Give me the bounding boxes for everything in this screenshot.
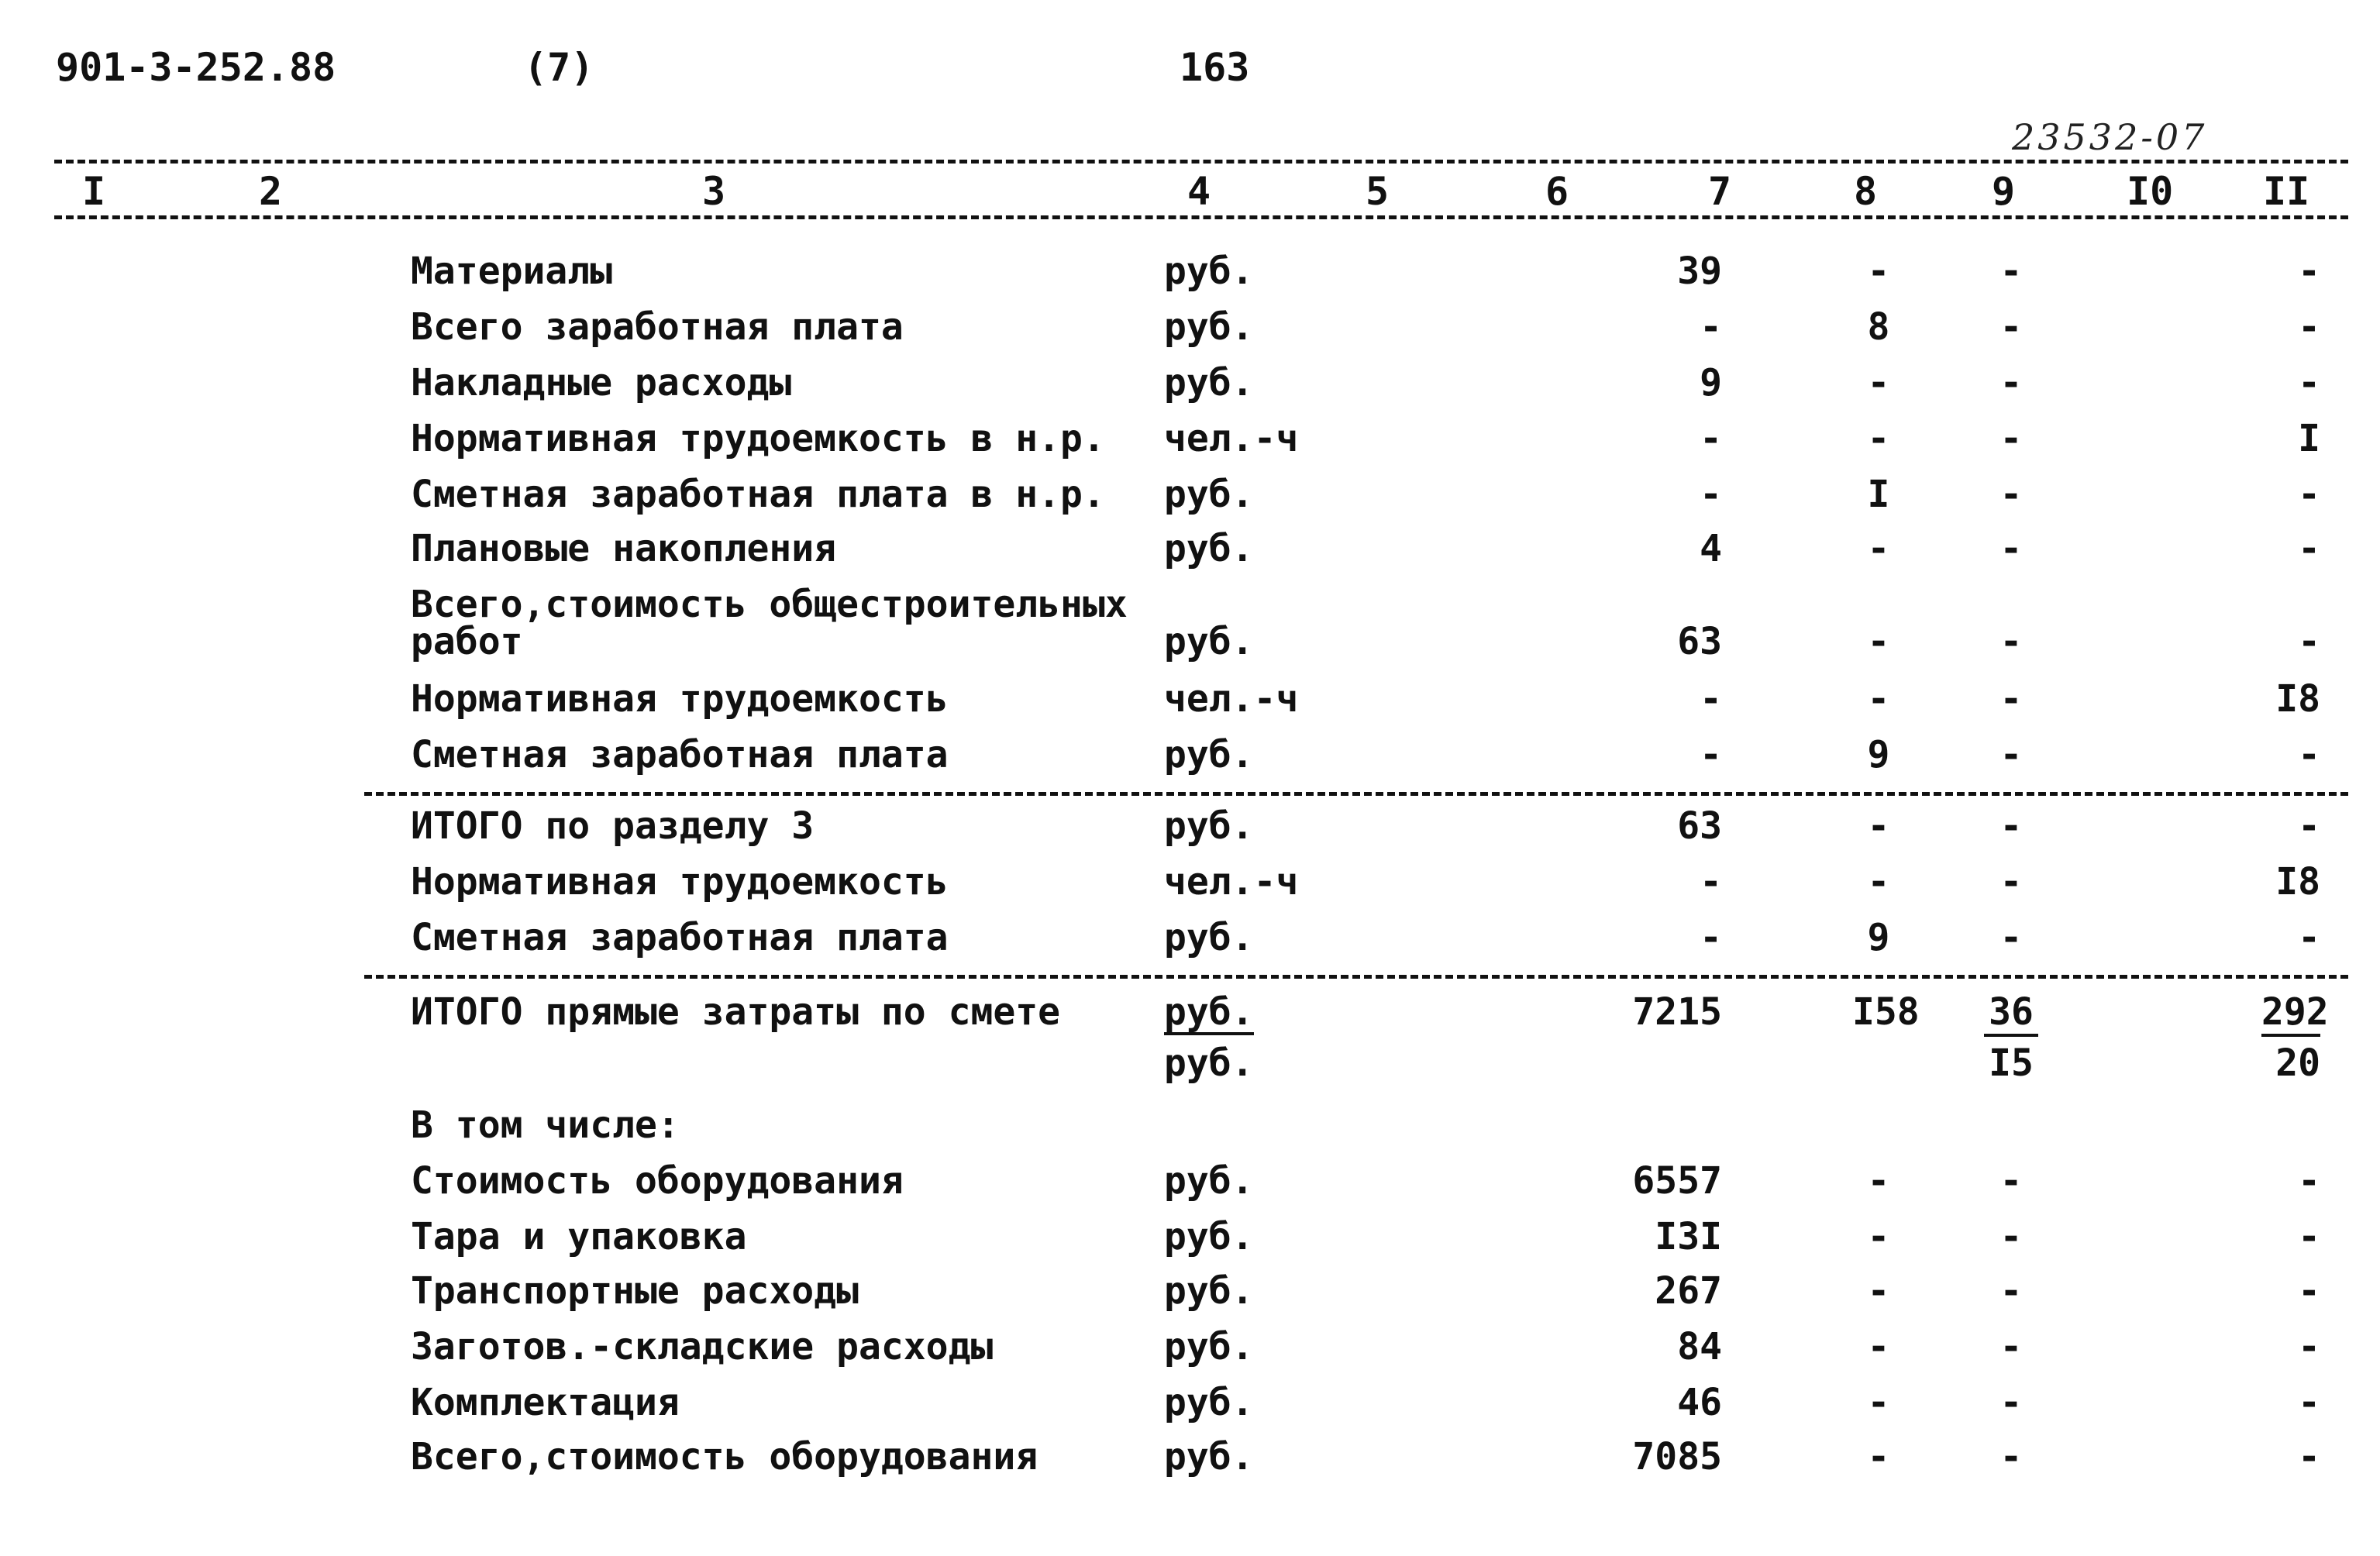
table-row xyxy=(0,733,2380,783)
row-col8: 9 xyxy=(1867,916,1890,959)
row-col9: - xyxy=(1999,916,2023,959)
table-row xyxy=(0,860,2380,910)
row-name: Сметная заработная плата xyxy=(411,916,949,959)
row-col11: - xyxy=(2298,1159,2320,1203)
row-col9: - xyxy=(1999,1325,2023,1368)
row-col11: - xyxy=(2298,733,2320,776)
row-name: Нормативная трудоемкость xyxy=(411,860,949,904)
table-row xyxy=(0,620,2380,670)
row-name: Сметная заработная плата xyxy=(411,733,949,776)
row-unit: руб. xyxy=(1164,1159,1254,1203)
table-row xyxy=(0,250,2380,299)
row-name: ИТОГО по разделу 3 xyxy=(411,804,815,848)
row-col11: - xyxy=(2298,620,2320,663)
row-col7: 267 xyxy=(1655,1269,1722,1313)
row-col11: - xyxy=(2298,1325,2320,1368)
row-col9: - xyxy=(1999,804,2023,848)
row-unit: руб. xyxy=(1164,361,1254,404)
row-col8: I xyxy=(1867,473,1890,516)
row-unit: руб. xyxy=(1164,990,1254,1034)
row-col9: - xyxy=(1999,1435,2023,1479)
sheet-number: (7) xyxy=(524,45,594,90)
row-col8: - xyxy=(1867,677,1890,721)
row-col7: 9 xyxy=(1700,361,1722,404)
row-col8: - xyxy=(1867,417,1890,460)
row-col8: - xyxy=(1867,804,1890,848)
row-col11: - xyxy=(2298,916,2320,959)
row-col8: - xyxy=(1867,527,1890,570)
row-unit: руб. xyxy=(1164,305,1254,349)
row-col8: - xyxy=(1867,1159,1890,1203)
column-number-10: I0 xyxy=(2127,169,2174,214)
row-col7: 84 xyxy=(1677,1325,1722,1368)
row-col9: - xyxy=(1999,620,2023,663)
row-col11: I8 xyxy=(2275,677,2320,721)
row-name: ИТОГО прямые затраты по смете xyxy=(411,990,1061,1034)
row-col11: - xyxy=(2298,1215,2320,1258)
row-col11: - xyxy=(2298,804,2320,848)
row-name: работ xyxy=(411,620,523,663)
column-number-2: 2 xyxy=(259,169,283,214)
row-col7: 4 xyxy=(1700,527,1722,570)
header-top-rule xyxy=(54,160,2348,164)
row-col9: - xyxy=(1999,677,2023,721)
column-number-11: II xyxy=(2263,169,2310,214)
row-col9: - xyxy=(1999,527,2023,570)
row-col7: - xyxy=(1700,677,1722,721)
row-col7: 7215 xyxy=(1632,990,1722,1034)
row-col8: - xyxy=(1867,860,1890,904)
row-col7: I3I xyxy=(1655,1215,1722,1258)
row-col8: - xyxy=(1867,361,1890,404)
row-col9: - xyxy=(1999,473,2023,516)
row-col7: - xyxy=(1700,417,1722,460)
table-row xyxy=(0,1041,2380,1091)
row-unit: руб. xyxy=(1164,250,1254,293)
section-divider xyxy=(364,975,2348,979)
row-col7: 46 xyxy=(1677,1381,1722,1424)
row-unit: руб. xyxy=(1164,733,1254,776)
row-col11-numerator: 292 xyxy=(2261,993,2320,1037)
row-col9-numerator: 36 xyxy=(1984,993,2038,1037)
row-col9: - xyxy=(1999,361,2023,404)
column-number-8: 8 xyxy=(1854,169,1878,214)
column-number-7: 7 xyxy=(1708,169,1732,214)
row-col7: 39 xyxy=(1677,250,1722,293)
row-col8: - xyxy=(1867,1269,1890,1313)
row-unit: руб. xyxy=(1164,1381,1254,1424)
row-col8: - xyxy=(1867,1435,1890,1479)
row-col7: 6557 xyxy=(1632,1159,1722,1203)
row-col7: - xyxy=(1700,473,1722,516)
row-col7: - xyxy=(1700,860,1722,904)
row-col8: - xyxy=(1867,620,1890,663)
row-col11-denominator: 20 xyxy=(2275,1041,2320,1085)
table-row xyxy=(0,990,2380,1040)
row-unit: руб. xyxy=(1164,527,1254,570)
row-col8: 8 xyxy=(1867,305,1890,349)
row-col11: - xyxy=(2298,527,2320,570)
table-row xyxy=(0,361,2380,411)
table-row xyxy=(0,1215,2380,1265)
column-number-9: 9 xyxy=(1992,169,2016,214)
row-col8: - xyxy=(1867,1215,1890,1258)
document-code: 901-3-252.88 xyxy=(56,45,336,90)
row-name: Тара и упаковка xyxy=(411,1215,747,1258)
row-col11: - xyxy=(2298,1435,2320,1479)
row-col11: - xyxy=(2298,1381,2320,1424)
row-name: Нормативная трудоемкость в н.р. xyxy=(411,417,1105,460)
column-number-4: 4 xyxy=(1187,169,1211,214)
row-col11: - xyxy=(2298,361,2320,404)
table-row xyxy=(0,1159,2380,1209)
row-col7: 63 xyxy=(1677,620,1722,663)
row-name-line1: Всего,стоимость общестроительных xyxy=(411,583,1128,626)
row-name: Стоимость оборудования xyxy=(411,1159,904,1203)
row-unit: руб. xyxy=(1164,1325,1254,1368)
row-name: Всего заработная плата xyxy=(411,305,904,349)
table-row xyxy=(0,916,2380,966)
row-col9: - xyxy=(1999,417,2023,460)
column-number-6: 6 xyxy=(1545,169,1569,214)
row-unit: руб. xyxy=(1164,473,1254,516)
table-row xyxy=(0,1435,2380,1485)
row-col9: - xyxy=(1999,305,2023,349)
row-name: В том числе: xyxy=(411,1103,680,1147)
row-col8: - xyxy=(1867,1381,1890,1424)
row-col9: - xyxy=(1999,1159,2023,1203)
table-row xyxy=(0,417,2380,466)
row-col8: - xyxy=(1867,250,1890,293)
row-col11: - xyxy=(2298,305,2320,349)
row-name: Материалы xyxy=(411,250,613,293)
row-col11: I8 xyxy=(2275,860,2320,904)
row-col11: I xyxy=(2298,417,2320,460)
page-number: 163 xyxy=(1180,45,1250,90)
table-row xyxy=(0,305,2380,355)
row-name: Транспортные расходы xyxy=(411,1269,859,1313)
row-name: Плановые накопления xyxy=(411,527,837,570)
column-number-5: 5 xyxy=(1366,169,1390,214)
row-col7: - xyxy=(1700,305,1722,349)
row-col7: 7085 xyxy=(1632,1435,1722,1479)
row-unit: руб. xyxy=(1164,916,1254,959)
row-name: Всего,стоимость оборудования xyxy=(411,1435,1038,1479)
row-col11: - xyxy=(2298,250,2320,293)
row-col9: - xyxy=(1999,860,2023,904)
row-unit: руб. xyxy=(1164,1041,1254,1085)
row-unit: руб. xyxy=(1164,1269,1254,1313)
row-col7: 63 xyxy=(1677,804,1722,848)
row-unit: чел.-ч xyxy=(1164,860,1299,904)
table-row xyxy=(0,1381,2380,1430)
row-name: Комплектация xyxy=(411,1381,680,1424)
row-col11: - xyxy=(2298,1269,2320,1313)
row-col9: - xyxy=(1999,1269,2023,1313)
row-unit: руб. xyxy=(1164,620,1254,663)
table-row xyxy=(0,1269,2380,1319)
row-name: Заготов.-складские расходы xyxy=(411,1325,994,1368)
table-row xyxy=(0,1325,2380,1375)
table-row xyxy=(0,1103,2380,1153)
header-bottom-rule xyxy=(54,215,2348,219)
row-col8: I58 xyxy=(1852,990,1920,1034)
row-col9: - xyxy=(1999,733,2023,776)
row-col9-denominator: I5 xyxy=(1989,1041,2034,1085)
row-col7: - xyxy=(1700,733,1722,776)
row-col11: - xyxy=(2298,473,2320,516)
column-number-1: I xyxy=(82,169,106,214)
row-col9: - xyxy=(1999,250,2023,293)
table-row xyxy=(0,677,2380,727)
row-unit: руб. xyxy=(1164,1435,1254,1479)
row-name: Нормативная трудоемкость xyxy=(411,677,949,721)
row-name: Сметная заработная плата в н.р. xyxy=(411,473,1105,516)
column-number-3: 3 xyxy=(702,169,726,214)
row-unit: чел.-ч xyxy=(1164,417,1299,460)
row-unit: руб. xyxy=(1164,1215,1254,1258)
row-name: Накладные расходы xyxy=(411,361,792,404)
row-col7: - xyxy=(1700,916,1722,959)
row-col9: - xyxy=(1999,1215,2023,1258)
row-col9: - xyxy=(1999,1381,2023,1424)
row-unit: руб. xyxy=(1164,804,1254,848)
table-row xyxy=(0,527,2380,577)
table-row xyxy=(0,804,2380,854)
row-unit: чел.-ч xyxy=(1164,677,1299,721)
section-divider xyxy=(364,792,2348,796)
handwritten-code: 23532-07 xyxy=(2012,116,2208,158)
row-col8: - xyxy=(1867,1325,1890,1368)
table-row xyxy=(0,473,2380,522)
row-col8: 9 xyxy=(1867,733,1890,776)
